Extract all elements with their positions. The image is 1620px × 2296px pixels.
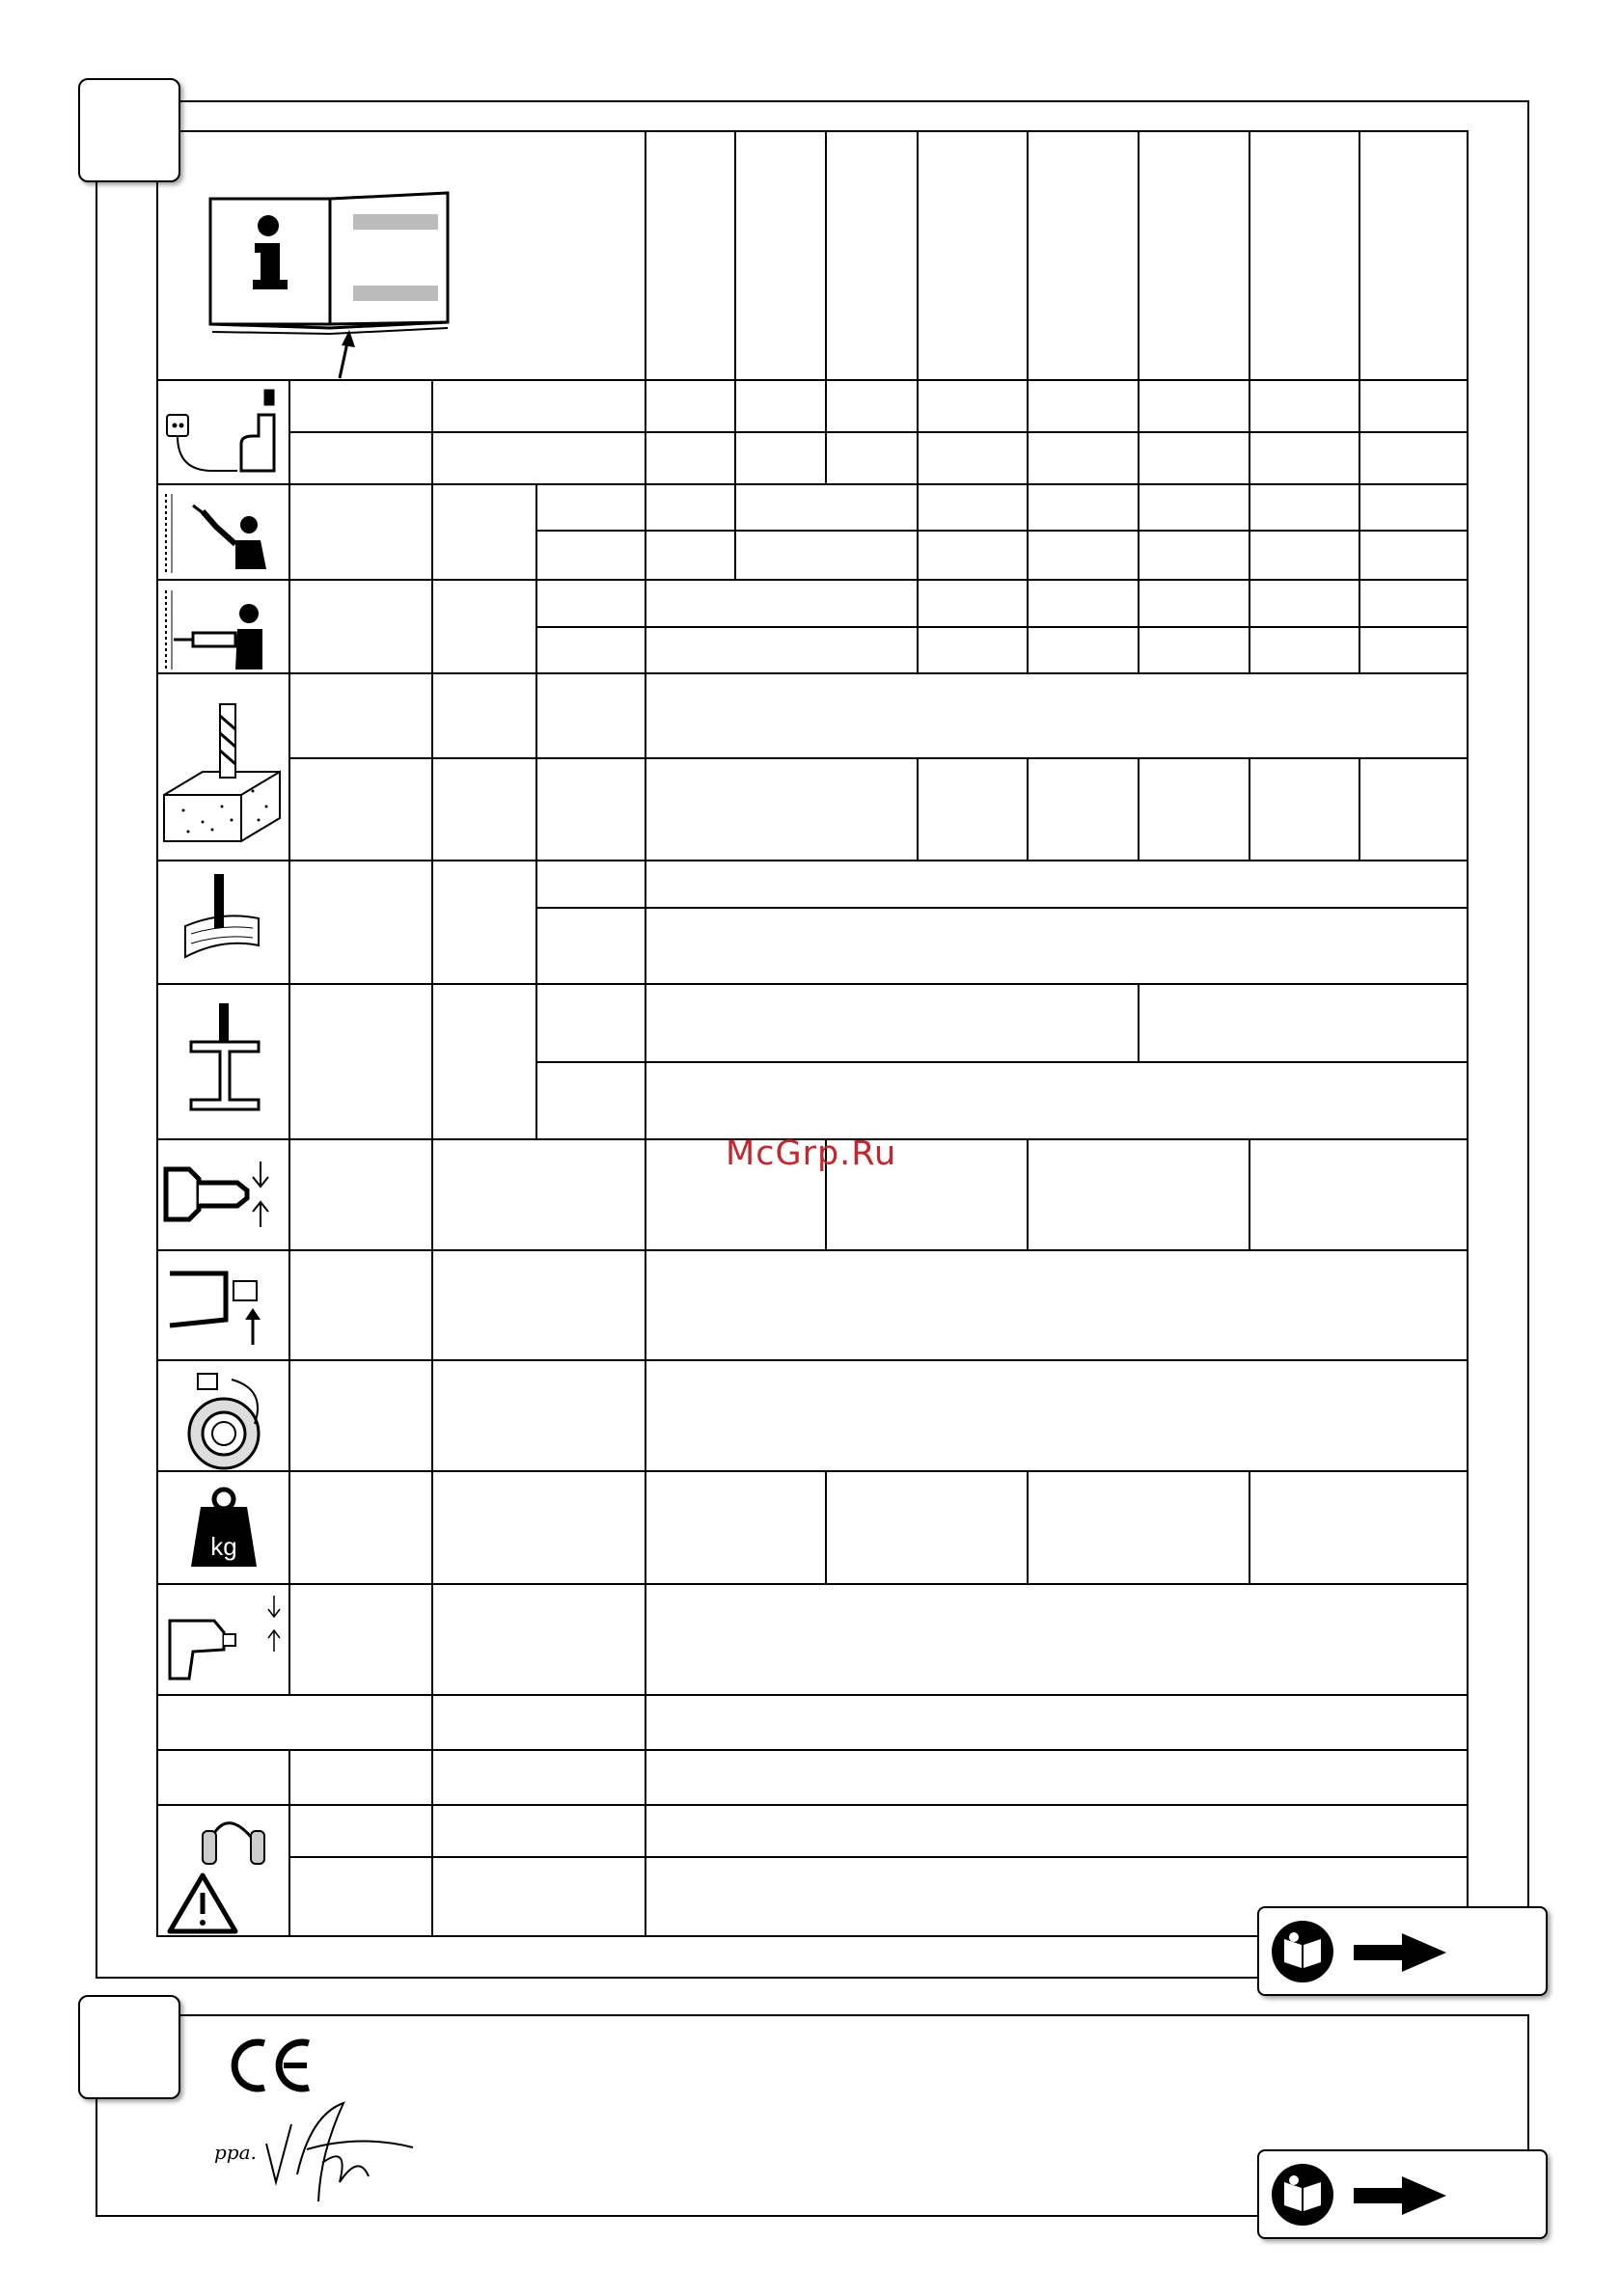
signature-prefix: ppa.	[214, 2141, 257, 2164]
read-manual-box-1	[1257, 1906, 1548, 1996]
overhead-drilling-icon	[166, 494, 266, 573]
read-manual-icon	[1271, 1920, 1334, 1983]
steel-drilling-icon	[191, 1003, 259, 1109]
collar-diameter-icon	[189, 1374, 259, 1468]
chuck-capacity-icon	[166, 1162, 268, 1227]
warning-icon	[170, 1875, 235, 1931]
watermark: McGrp.Ru	[726, 1134, 897, 1173]
power-supply-icon	[167, 390, 274, 471]
weight-icon	[191, 1490, 257, 1567]
hearing-protection-icon	[203, 1823, 264, 1864]
wood-drilling-icon	[185, 874, 259, 957]
ce-mark-icon	[228, 2036, 315, 2095]
weight-icon-label: kg	[210, 1532, 237, 1561]
dimensions-icon	[170, 1596, 280, 1679]
read-manual-icon	[1271, 2163, 1334, 2227]
section-tab-1	[78, 78, 180, 182]
arrow-right-icon	[1352, 1931, 1448, 1974]
read-manual-box-2	[1257, 2149, 1548, 2239]
info-book-icon	[210, 193, 448, 378]
masonry-drilling-icon	[164, 704, 280, 841]
wall-drilling-icon	[166, 590, 262, 670]
spindle-thread-icon	[170, 1273, 261, 1345]
signature-icon	[214, 2095, 417, 2211]
arrow-right-icon	[1352, 2174, 1448, 2217]
section-tab-2	[78, 1995, 180, 2099]
